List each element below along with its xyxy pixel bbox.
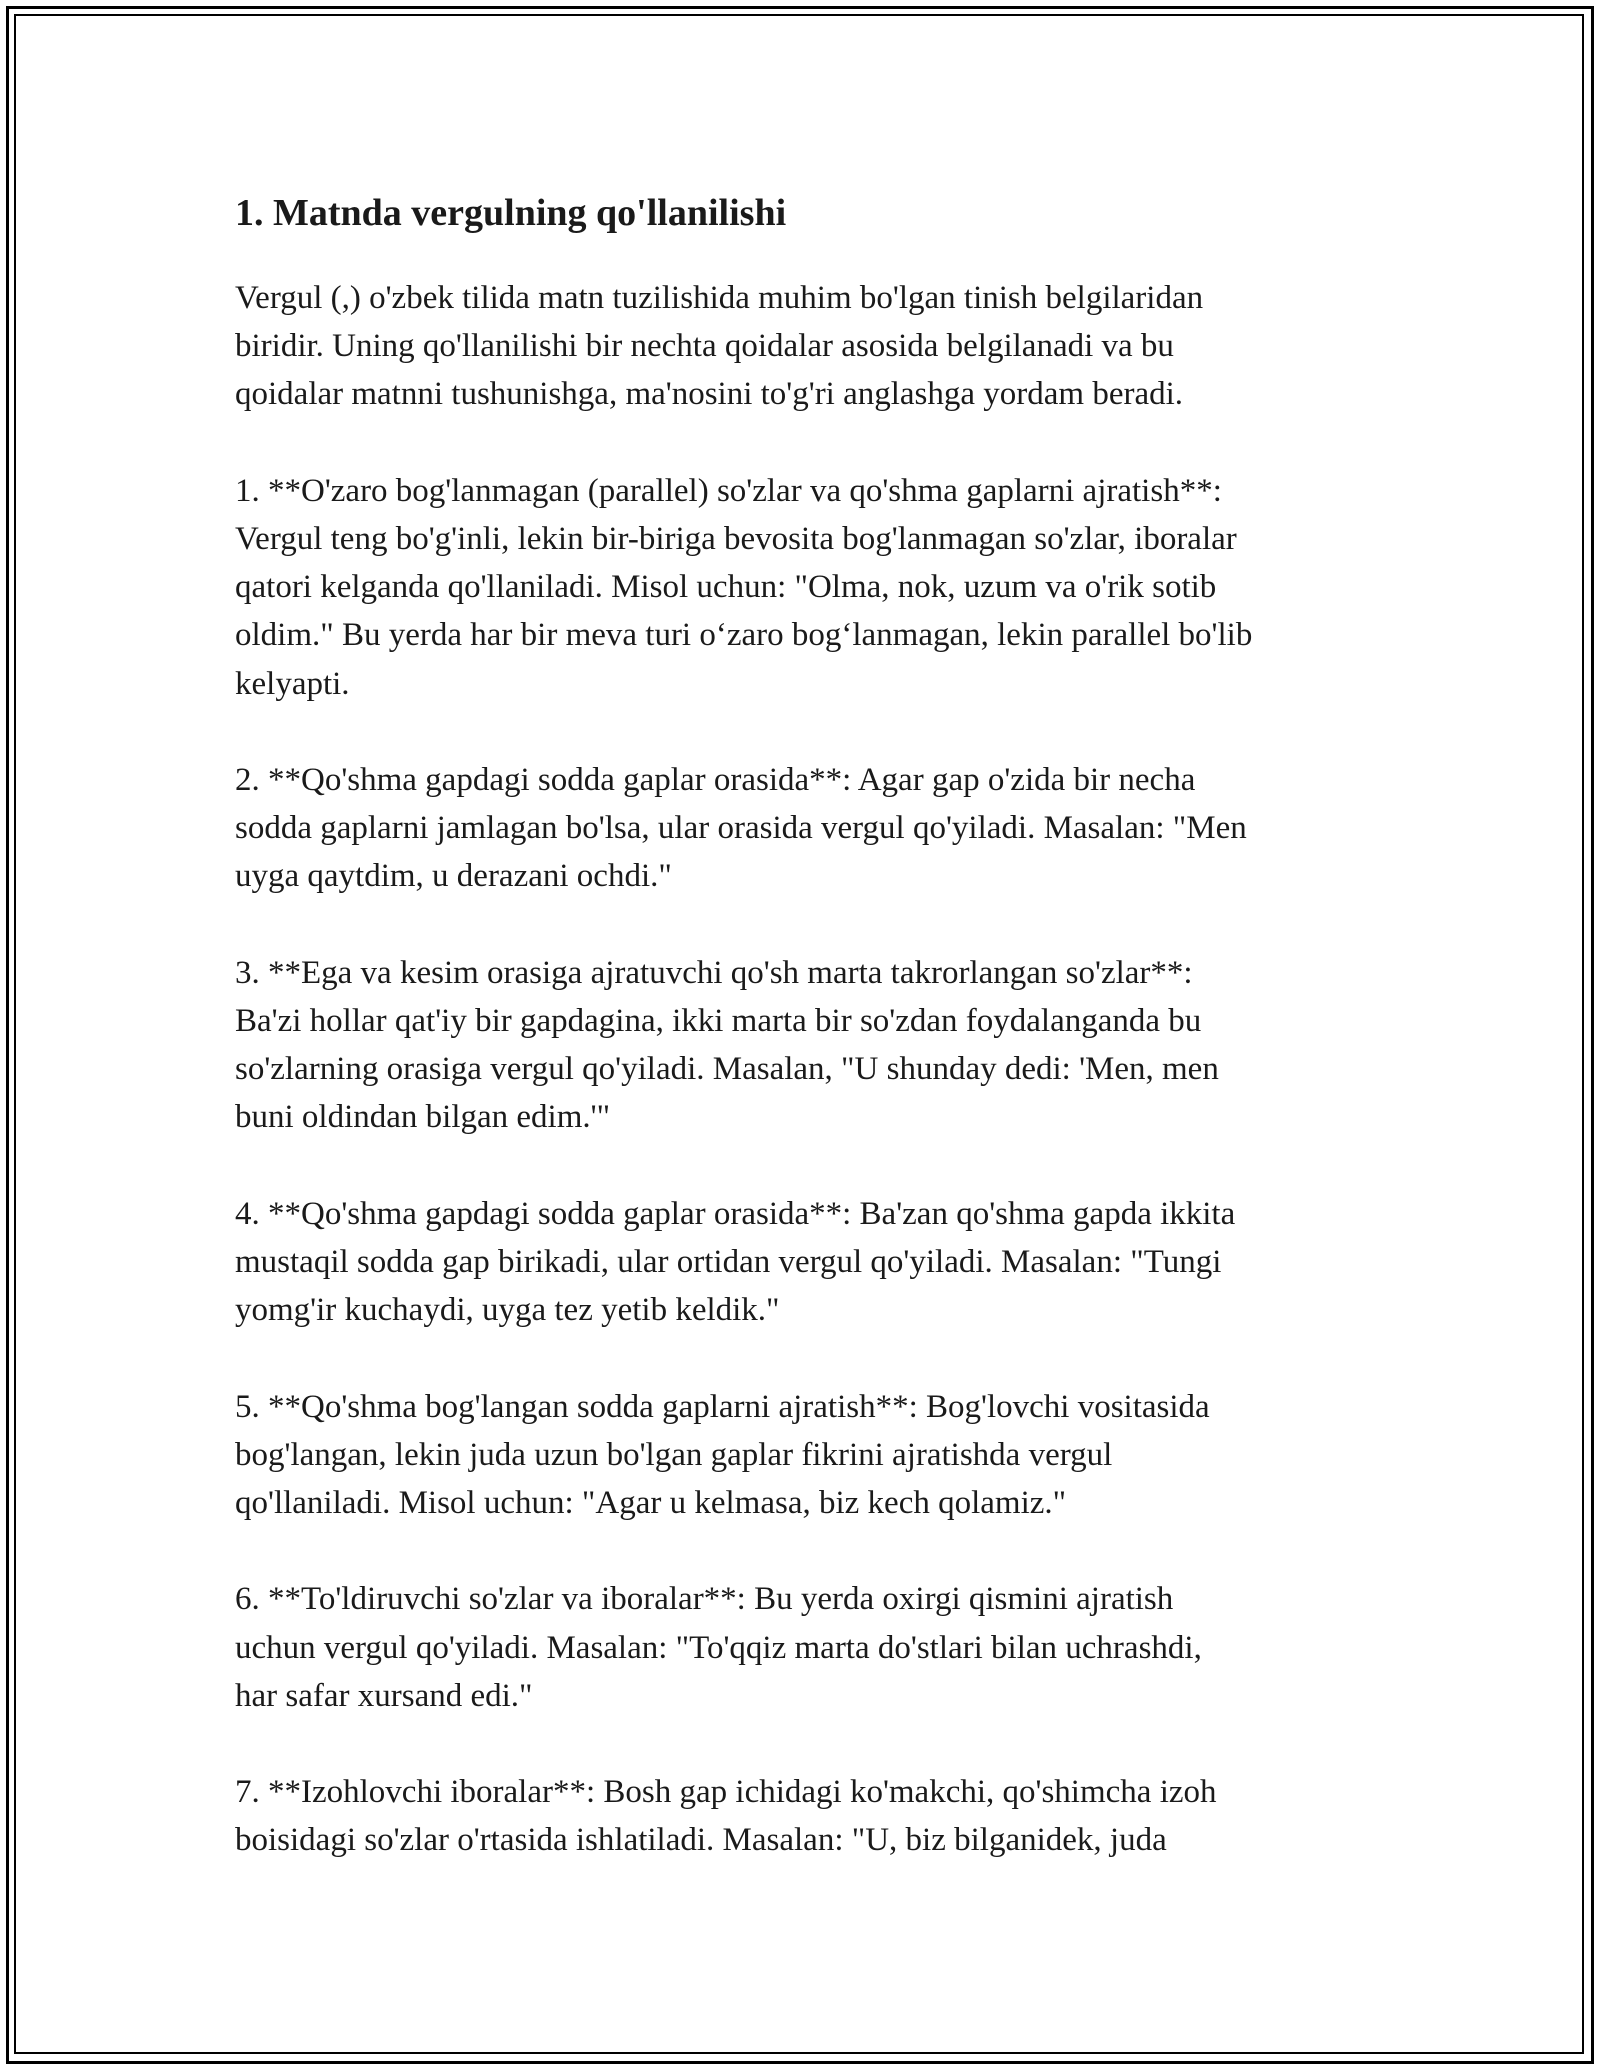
document-body <box>235 180 1385 1913</box>
rule-paragraph-7: 7. **Izohlovchi iboralar**: Bosh gap ichidagi ko'makchi, qo'shimcha izoh boisidagi so'zlar o'rtasida ishlatiladi. Masalan: "U, biz bilganidek, juda <box>235 1774 1217 1859</box>
rule-paragraph-3: 3. **Ega va kesim orasiga ajratuvchi qo'sh marta takrorlangan so'zlar**: Ba'zi hollar qat'iy bir gapdagina, ikki marta bir so'zdan foydalanganda bu so'zlarning orasiga vergul qo'yiladi. Masalan, "U shunday dedi: 'Men, men buni oldindan bilgan edim.'" <box>235 954 1219 1136</box>
rule-paragraph-5: 5. **Qo'shma bog'langan sodda gaplarni ajratish**: Bog'lovchi vositasida bog'langan, lekin juda uzun bo'lgan gaplar fikrini ajratishda vergul qo'llaniladi. Misol uchun: "Agar u kelmasa, biz kech qolamiz." <box>235 1388 1210 1521</box>
page-title: 1. Matnda vergulning qo'llanilishi <box>235 192 787 234</box>
intro-paragraph: Vergul (,) o'zbek tilida matn tuzilishida muhim bo'lgan tinish belgilaridan biridir. Uning qo'llanilishi bir nechta qoidalar asosida belgilanadi va bu qoidalar matnni tushunishga, ma'nosini to'g'ri anglashga yordam beradi. <box>235 280 1204 413</box>
rule-paragraph-4: 4. **Qo'shma gapdagi sodda gaplar orasida**: Ba'zan qo'shma gapda ikkita mustaqil sodda gap birikadi, ular ortidan vergul qo'yiladi. Masalan: "Tungi yomg'ir kuchaydi, uyga tez yetib keldik." <box>235 1195 1236 1329</box>
rule-paragraph-6: 6. **To'ldiruvchi so'zlar va iboralar**: Bu yerda oxirgi qismini ajratish uchun vergul qo'yiladi. Masalan: "To'qqiz marta do'stlari bilan uchrashdi, har safar xursand edi." <box>235 1581 1202 1714</box>
rule-paragraph-2: 2. **Qo'shma gapdagi sodda gaplar orasida**: Agar gap o'zida bir necha sodda gaplarni jamlagan bo'lsa, ular orasida vergul qo'yiladi. Masalan: "Men uyga qaytdim, u derazani ochdi." <box>235 762 1247 895</box>
rule-paragraph-1: 1. **O'zaro bog'lanmagan (parallel) so'zlar va qo'shma gaplarni ajratish**: Vergul teng bo'g'inli, lekin bir-biriga bevosita bog'lanmagan so'zlar, iboralar qatori kelganda qo'llaniladi. Misol uchun: "Olma, nok, uzum va o'rik sotib oldim." Bu yerda har bir meva turi o‘zaro bog‘lanmagan, lekin parallel bo'lib kelyapti. <box>235 472 1253 702</box>
